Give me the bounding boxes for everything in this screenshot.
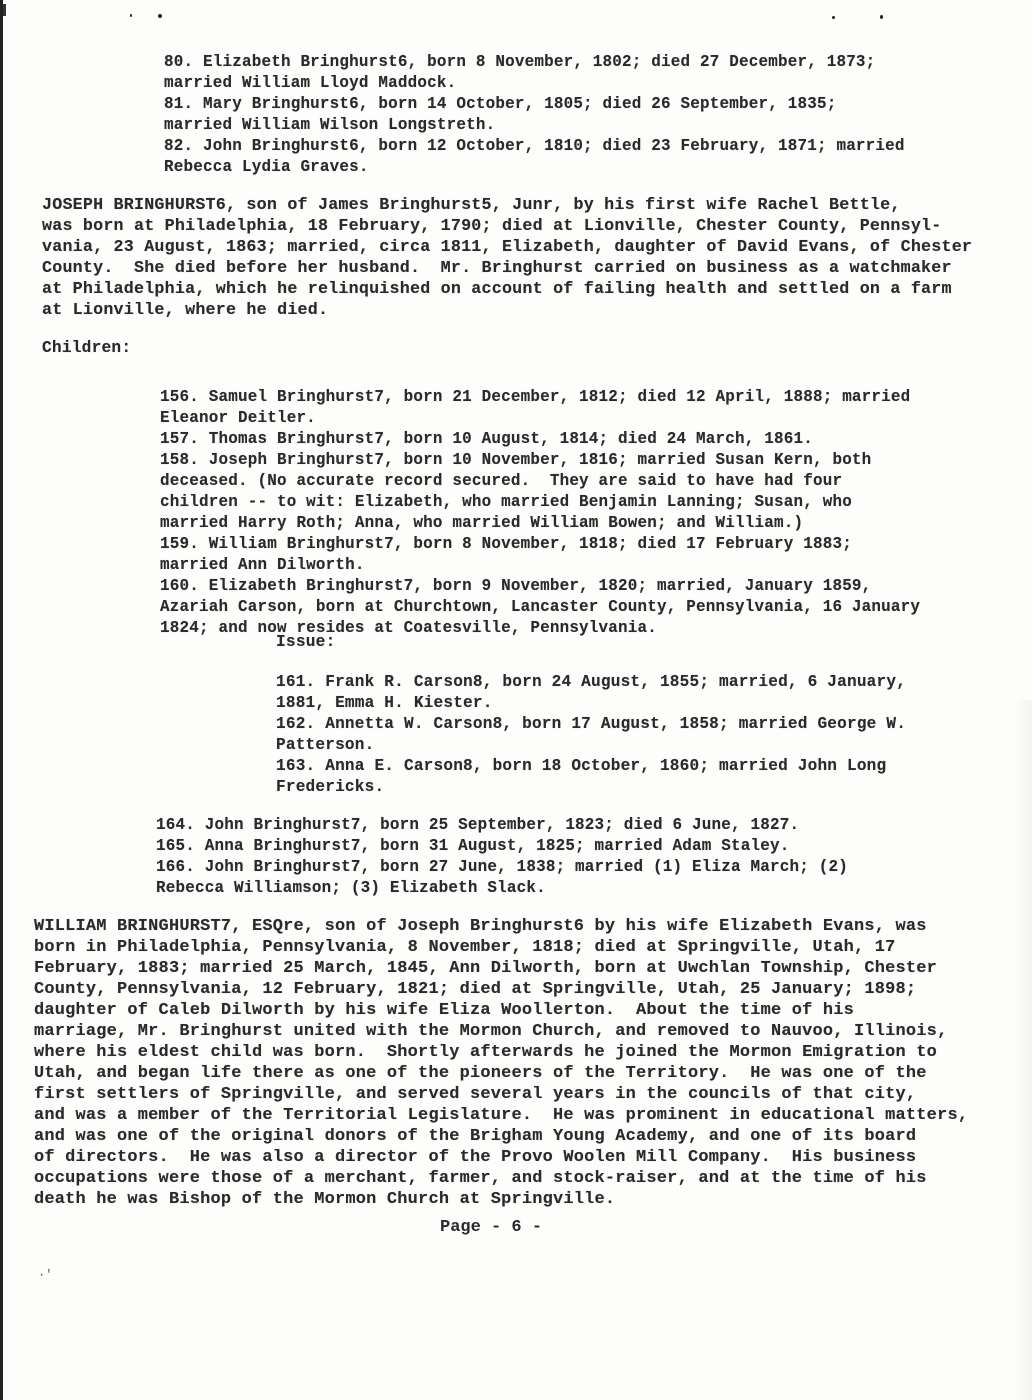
william-paragraph-line: and was one of the original donors of the Brigham Young Academy, and one of its board bbox=[34, 1127, 917, 1145]
child-line: 158. Joseph Bringhurst7, born 10 November, 1816; married Susan Kern, both bbox=[160, 451, 872, 469]
william-paragraph-line: of directors. He was also a director of the Provo Woolen Mill Company. His business bbox=[34, 1148, 917, 1166]
entry-80-line-1: 80. Elizabeth Bringhurst6, born 8 November, 1802; died 27 December, 1873; bbox=[164, 53, 876, 71]
child-line: 166. John Bringhurst7, born 27 June, 1838; married (1) Eliza March; (2) bbox=[156, 858, 848, 876]
entry-80-line-2: married William Lloyd Maddock. bbox=[164, 74, 457, 92]
ink-speck bbox=[832, 16, 835, 19]
joseph-paragraph-line: was born at Philadelphia, 18 February, 1790; died at Lionville, Chester County, Pennsyl- bbox=[42, 217, 942, 235]
child-line: deceased. (No accurate record secured. They are said to have had four bbox=[160, 472, 843, 490]
child-line: 164. John Bringhurst7, born 25 September, 1823; died 6 June, 1827. bbox=[156, 816, 800, 834]
issue-line: Patterson. bbox=[276, 736, 375, 754]
child-line: 157. Thomas Bringhurst7, born 10 August, 1814; died 24 March, 1861. bbox=[160, 430, 813, 448]
child-line: Eleanor Deitler. bbox=[160, 409, 316, 427]
william-paragraph-line: first settlers of Springville, and served several years in the councils of that city, bbox=[34, 1085, 917, 1103]
william-paragraph-line: County, Pennsylvania, 12 February, 1821; died at Springville, Utah, 25 January; 1898; bbox=[34, 980, 917, 998]
child-line: 165. Anna Bringhurst7, born 31 August, 1825; married Adam Staley. bbox=[156, 837, 790, 855]
entry-82-line-1: 82. John Bringhurst6, born 12 October, 1810; died 23 February, 1871; married bbox=[164, 137, 905, 155]
william-paragraph-line: WILLIAM BRINGHURST7, ESQre, son of Joseph Bringhurst6 by his wife Elizabeth Evans, was bbox=[34, 917, 927, 935]
child-line: 156. Samuel Bringhurst7, born 21 December, 1812; died 12 April, 1888; married bbox=[160, 388, 911, 406]
william-paragraph-line: February, 1883; married 25 March, 1845, Ann Dilworth, born at Uwchlan Township, Chester bbox=[34, 959, 938, 977]
child-line: Rebecca Williamson; (3) Elizabeth Slack. bbox=[156, 879, 546, 897]
ink-speck bbox=[158, 14, 162, 18]
entry-82-line-2: Rebecca Lydia Graves. bbox=[164, 158, 369, 176]
issue-heading: Issue: bbox=[276, 633, 336, 651]
child-line: married Harry Roth; Anna, who married William Bowen; and William.) bbox=[160, 514, 804, 532]
issue-line: 161. Frank R. Carson8, born 24 August, 1855; married, 6 January, bbox=[276, 673, 907, 691]
stray-mark: ·′ bbox=[38, 1268, 53, 1282]
joseph-paragraph-line: at Lionville, where he died. bbox=[42, 301, 329, 319]
ink-speck bbox=[880, 15, 883, 19]
page-number: Page - 6 - bbox=[440, 1218, 543, 1237]
child-line: children -- to wit: Elizabeth, who married Benjamin Lanning; Susan, who bbox=[160, 493, 852, 511]
joseph-paragraph-line: vania, 23 August, 1863; married, circa 1811, Elizabeth, daughter of David Evans, of Chester bbox=[42, 238, 973, 256]
child-line: 160. Elizabeth Bringhurst7, born 9 November, 1820; married, January 1859, bbox=[160, 577, 872, 595]
child-line: 159. William Bringhurst7, born 8 November, 1818; died 17 February 1883; bbox=[160, 535, 852, 553]
william-paragraph-line: where his eldest child was born. Shortly afterwards he joined the Mormon Emigration to bbox=[34, 1043, 938, 1061]
scan-shadow bbox=[1014, 700, 1032, 1400]
issue-line: 162. Annetta W. Carson8, born 17 August, 1858; married George W. bbox=[276, 715, 907, 733]
william-paragraph-line: occupations were those of a merchant, farmer, and stock-raiser, and at the time of his bbox=[34, 1169, 927, 1187]
issue-line: Fredericks. bbox=[276, 778, 385, 796]
william-paragraph-line: daughter of Caleb Dilworth by his wife Eliza Woollerton. About the time of his bbox=[34, 1001, 855, 1019]
child-line: 1824; and now resides at Coatesville, Pennsylvania. bbox=[160, 619, 658, 637]
william-paragraph-line: death he was Bishop of the Mormon Church at Springville. bbox=[34, 1190, 616, 1208]
joseph-paragraph-line: County. She died before her husband. Mr. Bringhurst carried on business as a watchmaker bbox=[42, 259, 952, 277]
william-paragraph-line: born in Philadelphia, Pennsylvania, 8 November, 1818; died at Springville, Utah, 17 bbox=[34, 938, 896, 956]
william-paragraph-line: and was a member of the Territorial Legislature. He was prominent in educational matters, bbox=[34, 1106, 969, 1124]
joseph-paragraph-line: at Philadelphia, which he relinquished on account of failing health and settled on a farm bbox=[42, 280, 952, 298]
joseph-paragraph-line: JOSEPH BRINGHURST6, son of James Bringhurst5, Junr, by his first wife Rachel Bettle, bbox=[42, 196, 901, 214]
william-paragraph-line: marriage, Mr. Bringhurst united with the Mormon Church, and removed to Nauvoo, Illinois, bbox=[34, 1022, 948, 1040]
issue-line: 1881, Emma H. Kiester. bbox=[276, 694, 493, 712]
ink-speck bbox=[130, 14, 132, 17]
issue-line: 163. Anna E. Carson8, born 18 October, 1860; married John Long bbox=[276, 757, 887, 775]
entry-81-line-2: married William Wilson Longstreth. bbox=[164, 116, 496, 134]
william-paragraph-line: Utah, and began life there as one of the pioneers of the Territory. He was one of the bbox=[34, 1064, 927, 1082]
scan-edge bbox=[0, 0, 3, 1400]
child-line: married Ann Dilworth. bbox=[160, 556, 365, 574]
entry-81-line-1: 81. Mary Bringhurst6, born 14 October, 1805; died 26 September, 1835; bbox=[164, 95, 837, 113]
scan-mark bbox=[3, 4, 6, 16]
children-heading: Children: bbox=[42, 339, 132, 357]
child-line: Azariah Carson, born at Churchtown, Lancaster County, Pennsylvania, 16 January bbox=[160, 598, 921, 616]
